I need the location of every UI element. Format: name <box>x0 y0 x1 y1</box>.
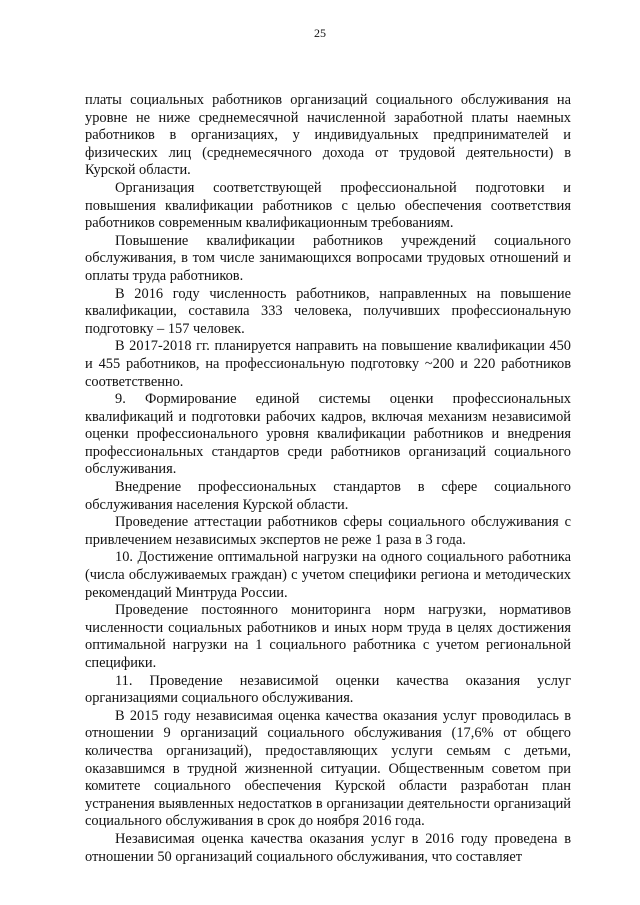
paragraph-attestation: Проведение аттестации работников сферы социального обслуживания с привлечением независимых экспертов не реже 1 раза в 3 года. <box>85 514 571 548</box>
paragraph-2015-assessment: В 2015 году независимая оценка качества оказания услуг проводилась в отношении 9 организаций социального обслуживания (17,6% от общего количества организаций), предоставляющих услуги семьям с детьми, оказавшимся в трудной жизненной ситуации. Общественным советом при комитете социального обеспечения Курской области разработан план устранения выявленных недостатков в организации деятельности организаций социального обслуживания в срок до ноября 2016 года. <box>85 707 571 830</box>
page-number: 25 <box>314 26 326 40</box>
paragraph-2016-training-stats: В 2016 году численность работников, направленных на повышение квалификации, составила 333 человека, получивших профессиональную подготовку – 157 человек. <box>85 285 571 337</box>
paragraph-workload-monitoring: Проведение постоянного мониторинга норм нагрузки, нормативов численности социальных работников и иных норм труда в целях достижения оптимальной нагрузки на 1 социального работника с учетом региональной специфики. <box>85 602 571 671</box>
paragraph-item-9: 9. Формирование единой системы оценки профессиональных квалификаций и подготовки рабочих кадров, включая механизм независимой оценки профессионального уровня квалификации работников и внедрения профессиональных стандартов среди работников организаций социального обслуживания. <box>85 391 571 478</box>
paragraph-qualification-upgrade: Повышение квалификации работников учреждений социального обслуживания, в том числе занимающихся вопросами трудовых отношений и оплаты труда работников. <box>85 232 571 284</box>
paragraph-2016-assessment: Независимая оценка качества оказания услуг в 2016 году проведена в отношении 50 организаций социального обслуживания, что составляет <box>85 830 571 865</box>
paragraph-item-10: 10. Достижение оптимальной нагрузки на одного социального работника (числа обслуживаемых граждан) с учетом специфики региона и методических рекомендаций Минтруда России. <box>85 549 571 601</box>
paragraph-wage-continuation: платы социальных работников организаций социального обслуживания на уровне не ниже среднемесячной начисленной заработной платы наемных работников в организациях, у индивидуальных предпринимателей и физических лиц (среднемесячного дохода от трудовой деятельности) в Курской области. <box>85 92 571 179</box>
paragraph-item-11: 11. Проведение независимой оценки качества оказания услуг организациями социального обслуживания. <box>85 672 571 707</box>
paragraph-2017-2018-plan: В 2017-2018 гг. планируется направить на повышение квалификации 450 и 455 работников, на профессиональную подготовку ~200 и 220 работников соответственно. <box>85 338 571 390</box>
paragraph-training-organization: Организация соответствующей профессиональной подготовки и повышения квалификации работников с целью обеспечения соответствия работников современным квалификационным требованиям. <box>85 179 571 232</box>
document-body <box>85 92 571 866</box>
paragraph-standards-introduction: Внедрение профессиональных стандартов в сфере социального обслуживания населения Курской области. <box>85 479 571 513</box>
